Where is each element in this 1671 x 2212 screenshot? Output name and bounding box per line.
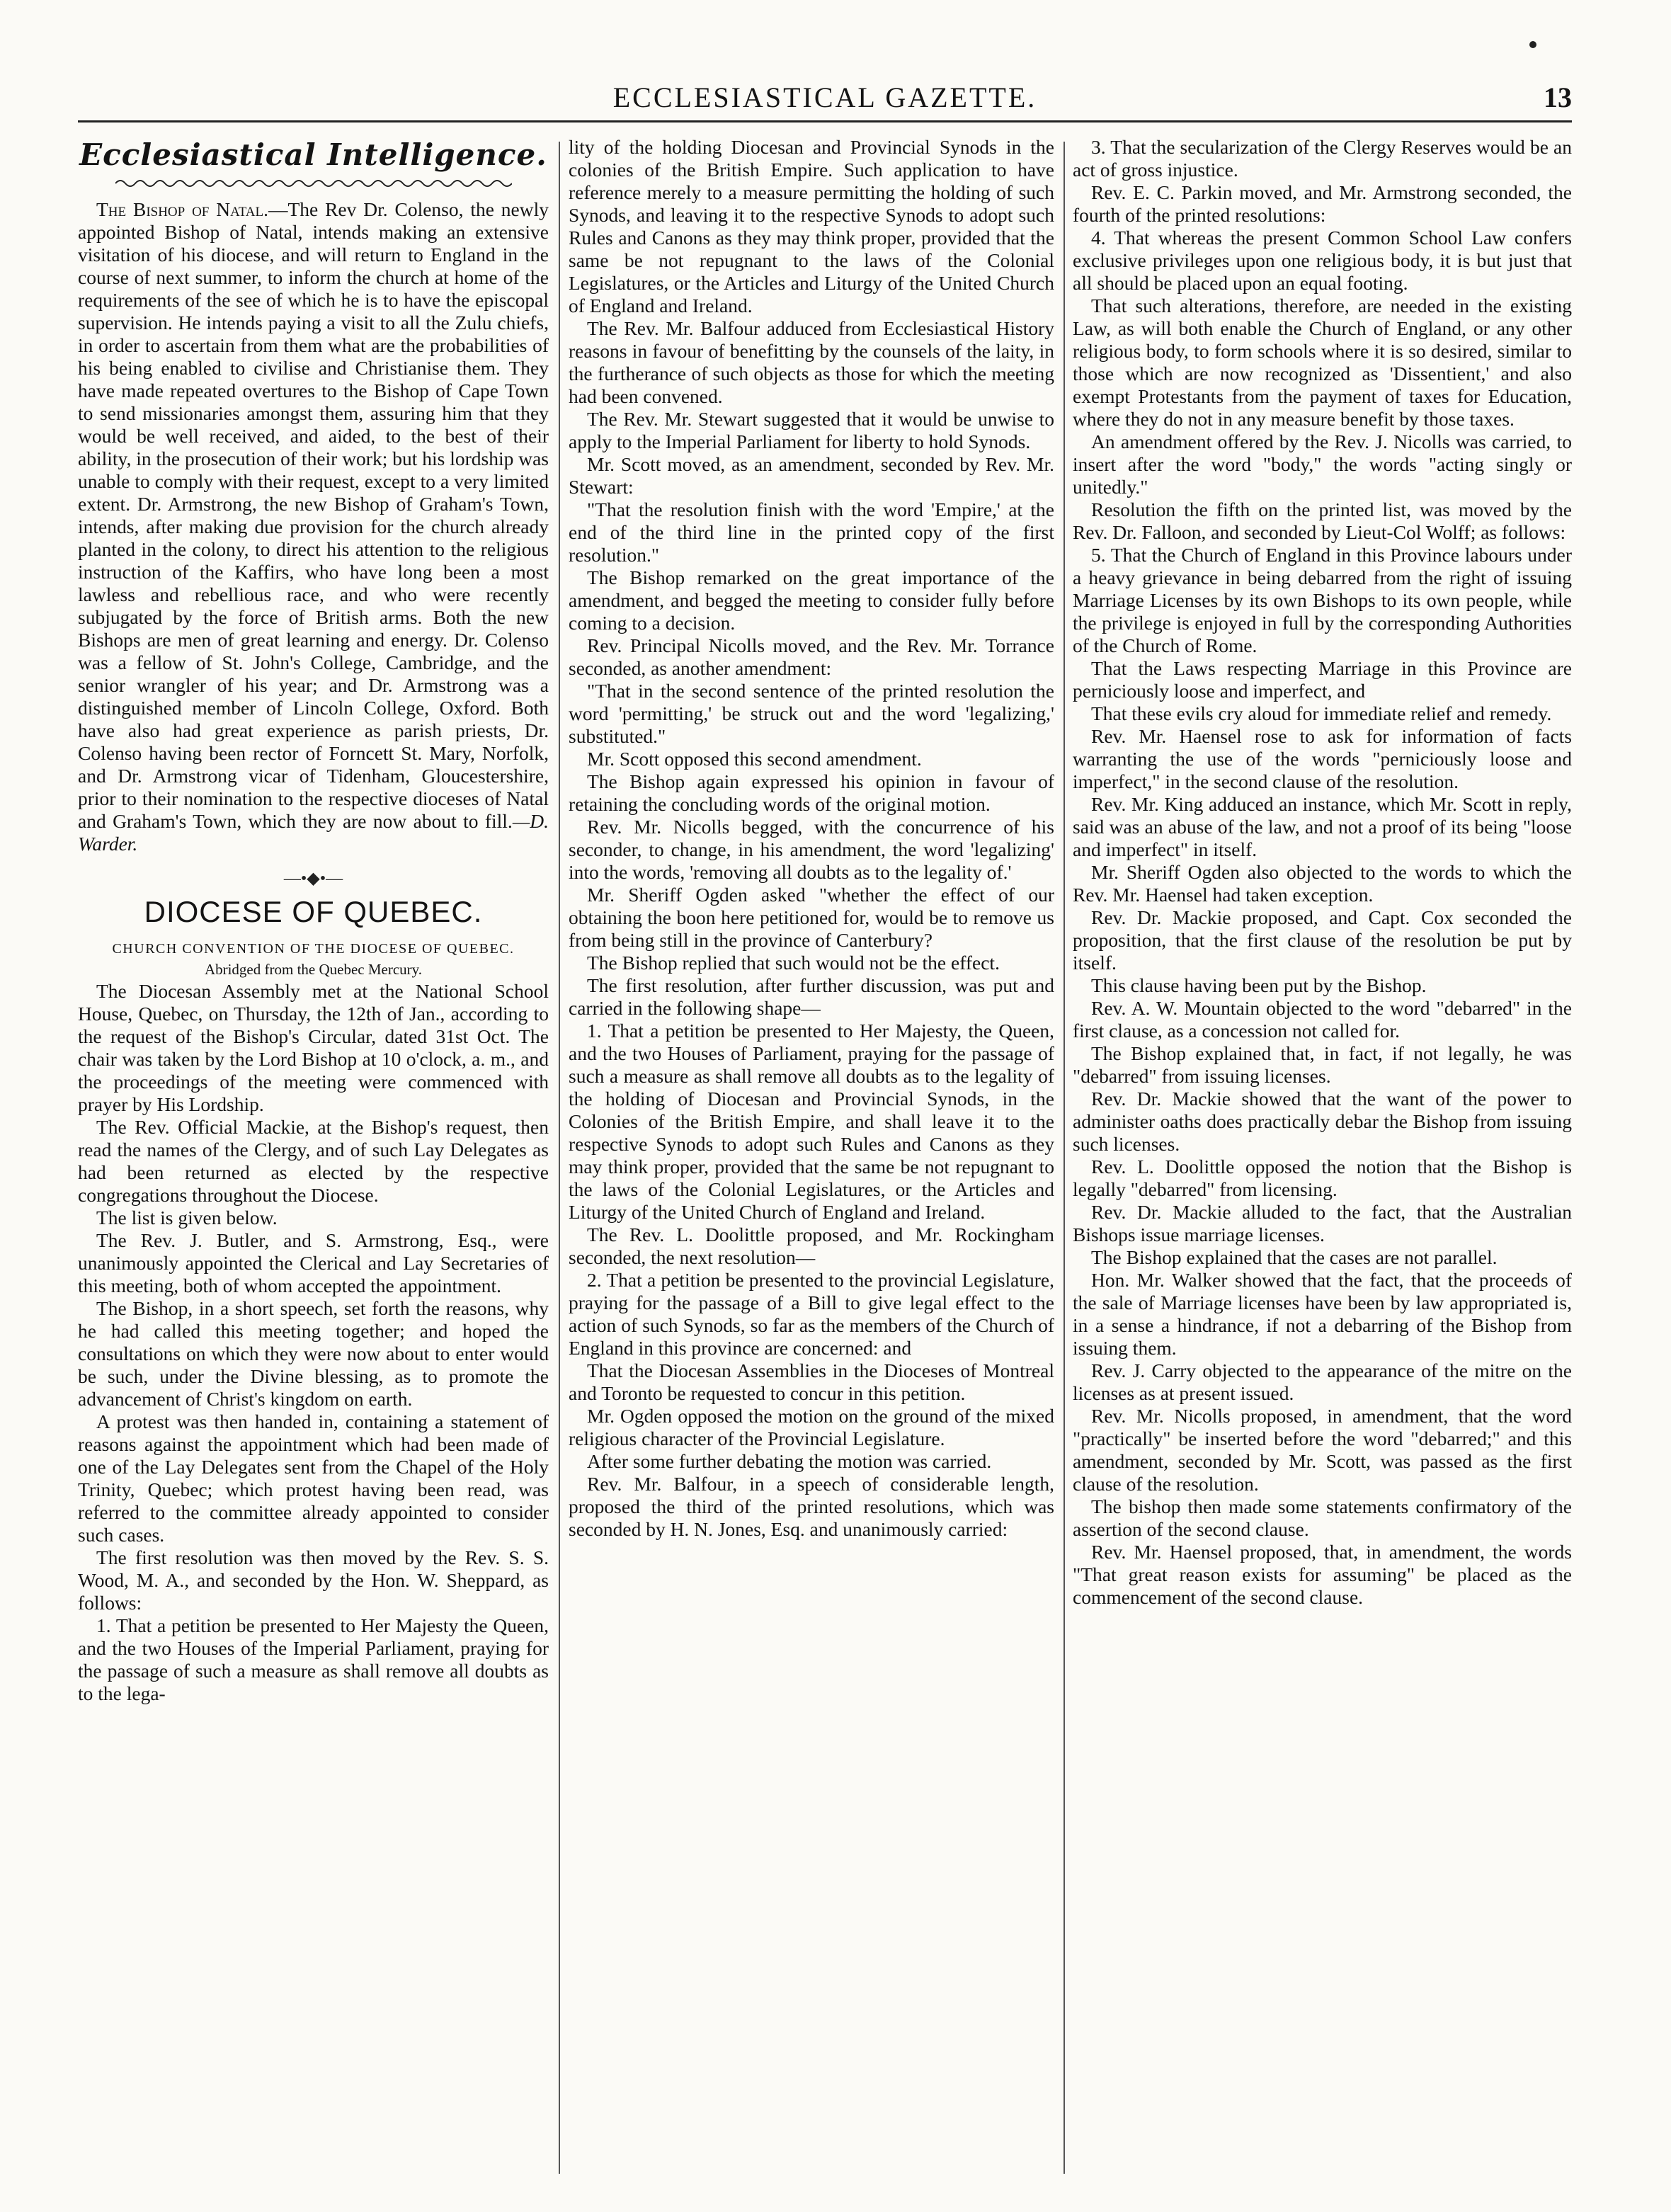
paragraph: The list is given below. <box>96 1207 278 1228</box>
paragraph: Rev. Dr. Mackie proposed, and Capt. Cox seconded the proposition, that the first clause of the resolution be put by itself. <box>1073 906 1572 974</box>
running-header <box>78 78 1572 122</box>
print-speck <box>1529 41 1536 48</box>
paragraph: Rev. J. Carry objected to the appearance of the mitre on the licenses as at present issued. <box>1073 1359 1572 1404</box>
paragraph: Rev. Mr. Haensel rose to ask for information of facts warranting the use of the words "perniciously loose and imperfect," in the second clause of the resolution. <box>1073 725 1572 792</box>
paragraph: Rev. Mr. Nicolls proposed, in amendment, that the word "practically" be inserted before the word "debarred;" and this amendment, seconded by Mr. Scott, was passed as the first clause of the resolution. <box>1073 1405 1572 1495</box>
paragraph: Mr. Scott opposed this second amendment. <box>587 748 922 770</box>
abridged-note: Abridged from the Quebec Mercury. <box>204 961 423 978</box>
natal-source: —D. Warder. <box>78 810 549 855</box>
paragraph: The Rev. J. Butler, and S. Armstrong, Esq., were unanimously appointed the Clerical and Lay Secretaries of this meeting, both of whom accepted the appointment. <box>78 1229 549 1296</box>
paragraph: Resolution the fifth on the printed list, was moved by the Rev. Dr. Falloon, and seconded by Lieut-Col Wolff; as follows: <box>1073 498 1572 543</box>
paragraph: 1. That a petition be presented to Her Majesty, the Queen, and the two Houses of Parliament, praying for the passage of such a measure as shall remove all doubts as to the legality of the holding of Diocesan and Provincial Synods, in the Colonies of the British Empire, and shall leave it to the respective Synods to adopt such Rules and Canons as they may think proper, provided that the same be not repugnant to the laws of the Colonial Legislatures, or the Articles and Liturgy of the United Church of England and Ireland. <box>569 1020 1054 1223</box>
paragraph: Rev. Mr. King adduced an instance, which Mr. Scott in reply, said was an abuse of the law, and not a proof of its being "loose and imperfect" in itself. <box>1073 793 1572 860</box>
paragraph: The Rev. L. Doolittle proposed, and Mr. Rockingham seconded, the next resolution— <box>569 1224 1054 1268</box>
paragraph: Rev. L. Doolittle opposed the notion that the Bishop is legally "debarred" from licensing. <box>1073 1156 1572 1200</box>
paragraph: "That in the second sentence of the printed resolution the word 'permitting,' be struck out and the word 'legalizing,' substituted." <box>569 680 1054 747</box>
paragraph: The first resolution was then moved by the Rev. S. S. Wood, M. A., and seconded by the Hon. W. Sheppard, as follows: <box>78 1546 549 1614</box>
paragraph: Mr. Sheriff Ogden asked "whether the effect of our obtaining the boon here petitioned for, would be to remove us from being still in the province of Canterbury? <box>569 884 1054 951</box>
paragraph: Mr. Ogden opposed the motion on the ground of the mixed religious character of the Provincial Legislature. <box>569 1405 1054 1449</box>
paragraph: Rev. Mr. Haensel proposed, that, in amendment, the words "That great reason exists for assuming" be placed as the commencement of the second clause. <box>1073 1541 1572 1608</box>
paragraph: Rev. Dr. Mackie showed that the want of the power to administer oaths does practically debar the Bishop from issuing such licenses. <box>1073 1088 1572 1155</box>
column-1 <box>78 136 549 2175</box>
paragraph: The Bishop explained that the cases are not parallel. <box>1091 1246 1498 1268</box>
paragraph: Rev. Dr. Mackie alluded to the fact, that the Australian Bishops issue marriage licenses. <box>1073 1201 1572 1245</box>
convention-subhead: CHURCH CONVENTION OF THE DIOCESE OF QUEBEC. <box>112 941 515 957</box>
paragraph: lity of the holding Diocesan and Provincial Synods in the colonies of the British Empire. Such application to have reference merely to a measure permitting the holding of such Synods, and leaving it to the respective Synods to adopt such Rules and Canons as they may think proper, provided that the same be not repugnant to the laws of the Colonial Legislatures, or the Articles and Liturgy of the United Church of England and Ireland. <box>569 136 1054 317</box>
paragraph: The Bishop explained that, in fact, if not legally, he was "debarred" from issuing licenses. <box>1073 1042 1572 1087</box>
paragraph: The Diocesan Assembly met at the National School House, Quebec, on Thursday, the 12th of Jan., according to the request of the Bishop's Circular, dated 31st Oct. The chair was taken by the Lord Bishop at 10 o'clock, a. m., and the proceedings of the meeting were commenced with prayer by His Lordship. <box>78 980 549 1115</box>
paragraph: That the Diocesan Assemblies in the Dioceses of Montreal and Toronto be requested to concur in this petition. <box>569 1359 1054 1404</box>
paragraph: The first resolution, after further discussion, was put and carried in the following shape— <box>569 974 1054 1019</box>
ornamental-rule <box>115 176 512 191</box>
paragraph: The Rev. Official Mackie, at the Bishop's request, then read the names of the Clergy, and of such Lay Delegates as had been returned as elected by the respective congregations throughout the Diocese. <box>78 1116 549 1206</box>
gazette-title: ECCLESIASTICAL GAZETTE. <box>612 81 1037 113</box>
column-rule <box>559 142 560 2174</box>
paragraph: The Rev. Mr. Balfour adduced from Ecclesiastical History reasons in favour of benefitting by the counsels of the laity, in the furtherance of such objects as those for which the meeting had been convened. <box>569 317 1054 407</box>
paragraph: 1. That a petition be presented to Her Majesty the Queen, and the two Houses of the Imperial Parliament, praying for the passage of such a measure as shall remove all doubts as to the lega- <box>78 1614 549 1704</box>
paragraph: Rev. E. C. Parkin moved, and Mr. Armstrong seconded, the fourth of the printed resolutions: <box>1073 181 1572 226</box>
paragraph: The Bishop again expressed his opinion in favour of retaining the concluding words of the original motion. <box>569 770 1054 815</box>
paragraph: An amendment offered by the Rev. J. Nicolls was carried, to insert after the word "body," the words "acting singly or unitedly." <box>1073 431 1572 498</box>
paragraph: A protest was then handed in, containing a statement of reasons against the appointment which had been made of one of the Lay Delegates sent from the Chapel of the Holy Trinity, Quebec; which protest having been read, was referred to the committee already appointed to consider such cases. <box>78 1410 549 1546</box>
paragraph: 3. That the secularization of the Clergy Reserves would be an act of gross injustice. <box>1073 136 1572 181</box>
paragraph: Rev. Mr. Balfour, in a speech of considerable length, proposed the third of the printed resolutions, which was seconded by H. N. Jones, Esq. and unanimously carried: <box>569 1473 1054 1540</box>
paragraph: 4. That whereas the present Common School Law confers exclusive privileges upon one religious body, it is but just that all should be placed upon an equal footing. <box>1073 227 1572 294</box>
natal-body: —The Rev Dr. Colenso, the newly appointed Bishop of Natal, intends making an extensive visitation of his diocese, and will return to England in the course of next summer, to inform the church at home of the requirements of the see of which he is to have the episcopal supervision. He intends paying a visit to all the Zulu chiefs, in order to ascertain from them what are the probabilities of his being enabled to civilise and Christianise them. They have made repeated overtures to the Bishop of Cape Town to send missionaries amongst them, assuring him that they would be well received, and aided, to the best of their ability, in the prosecution of their work; but his lordship was unable to comply with their request, except to a very limited extent. Dr. Armstrong, the new Bishop of Graham's Town, intends, after making due provision for the church already planted in the colony, to direct his attention to the religious instruction of the Kaffirs, who have long been a most lawless and rebellious race, and who were recently subjugated by the force of British arms. Both the new Bishops are men of great learning and energy. Dr. Colenso was a fellow of St. John's College, Cambridge, and the senior wrangler of his year; and Dr. Armstrong was a distinguished member of Lincoln College, Oxford. Both have also had great experience as parish priests, Dr. Colenso having been rector of Forncett St. Mary, Norfolk, and Dr. Armstrong vicar of Tidenham, Gloucestershire, prior to their nomination to the respective dioceses of Natal and Graham's Town, which they are now about to fill. <box>78 198 549 832</box>
paragraph: After some further debating the motion was carried. <box>587 1450 992 1472</box>
paragraph: The Bishop, in a short speech, set forth the reasons, why he had called this meeting together; and hoped the consultations on which they were now about to enter would be such, under the Divine blessing, as to promote the advancement of Christ's kingdom on earth. <box>78 1297 549 1410</box>
paragraph: 5. That the Church of England in this Province labours under a heavy grievance in being debarred from the right of issuing Marriage Licenses by its own Bishops to its own people, while the privilege is enjoyed in full by the corresponding Authorities of the Church of Rome. <box>1073 544 1572 656</box>
paragraph: Mr. Sheriff Ogden also objected to the words to which the Rev. Mr. Haensel had taken exception. <box>1073 861 1572 906</box>
paragraph: Mr. Scott moved, as an amendment, seconded by Rev. Mr. Stewart: <box>569 453 1054 498</box>
paragraph: Hon. Mr. Walker showed that the fact, that the proceeds of the sale of Marriage licenses have been by law appropriated is, in a sense a hindrance, if not a debarring of the Bishop from issuing them. <box>1073 1269 1572 1359</box>
section-heading: Ecclesiastical Intelligence. <box>79 137 547 172</box>
paragraph: That these evils cry aloud for immediate relief and remedy. <box>1091 702 1552 724</box>
paragraph: That such alterations, therefore, are needed in the existing Law, as will both enable the Church of England, or any other religious body, to form schools where it is so desired, similar to those which are now recognized as 'Dissentient,' and also exempt Protestants from the payment of taxes for Education, where they do not in any measure benefit by those taxes. <box>1073 295 1572 430</box>
paragraph: This clause having been put by the Bishop. <box>1091 974 1427 996</box>
paragraph: The bishop then made some statements confirmatory of the assertion of the second clause. <box>1073 1495 1572 1540</box>
paragraph: The Bishop remarked on the great importance of the amendment, and begged the meeting to consider fully before coming to a decision. <box>569 566 1054 634</box>
page-number: 13 <box>1544 81 1572 113</box>
paragraph: Rev. Mr. Nicolls begged, with the concurrence of his seconder, to change, in his amendment, the word 'legalizing' into the words, 'removing all doubts as to the legality of.' <box>569 816 1054 883</box>
column-3 <box>1073 136 1572 2175</box>
column-rule <box>1063 142 1065 2174</box>
paragraph: Rev. Principal Nicolls moved, and the Rev. Mr. Torrance seconded, as another amendment: <box>569 634 1054 679</box>
paragraph: "That the resolution finish with the word 'Empire,' at the end of the third line in the printed copy of the first resolution." <box>569 498 1054 566</box>
paragraph: Rev. A. W. Mountain objected to the word "debarred" in the first clause, as a concession not called for. <box>1073 997 1572 1042</box>
natal-article <box>78 198 549 855</box>
paragraph: The Bishop replied that such would not be the effect. <box>587 952 1000 974</box>
paragraph: The Rev. Mr. Stewart suggested that it would be unwise to apply to the Imperial Parliament for liberty to hold Synods. <box>569 408 1054 452</box>
natal-lead: The Bishop of Natal. <box>96 198 268 220</box>
paragraph: 2. That a petition be presented to the provincial Legislature, praying for the passage of a Bill to give legal effect to the action of such Synods, so far as the members of the Church of England in this province are concerned: and <box>569 1269 1054 1359</box>
section-divider: —•◆•— <box>283 870 343 888</box>
quebec-title: DIOCESE OF QUEBEC. <box>144 895 483 928</box>
paragraph: That the Laws respecting Marriage in this Province are perniciously loose and imperfect, and <box>1073 657 1572 702</box>
column-2 <box>569 136 1054 2175</box>
